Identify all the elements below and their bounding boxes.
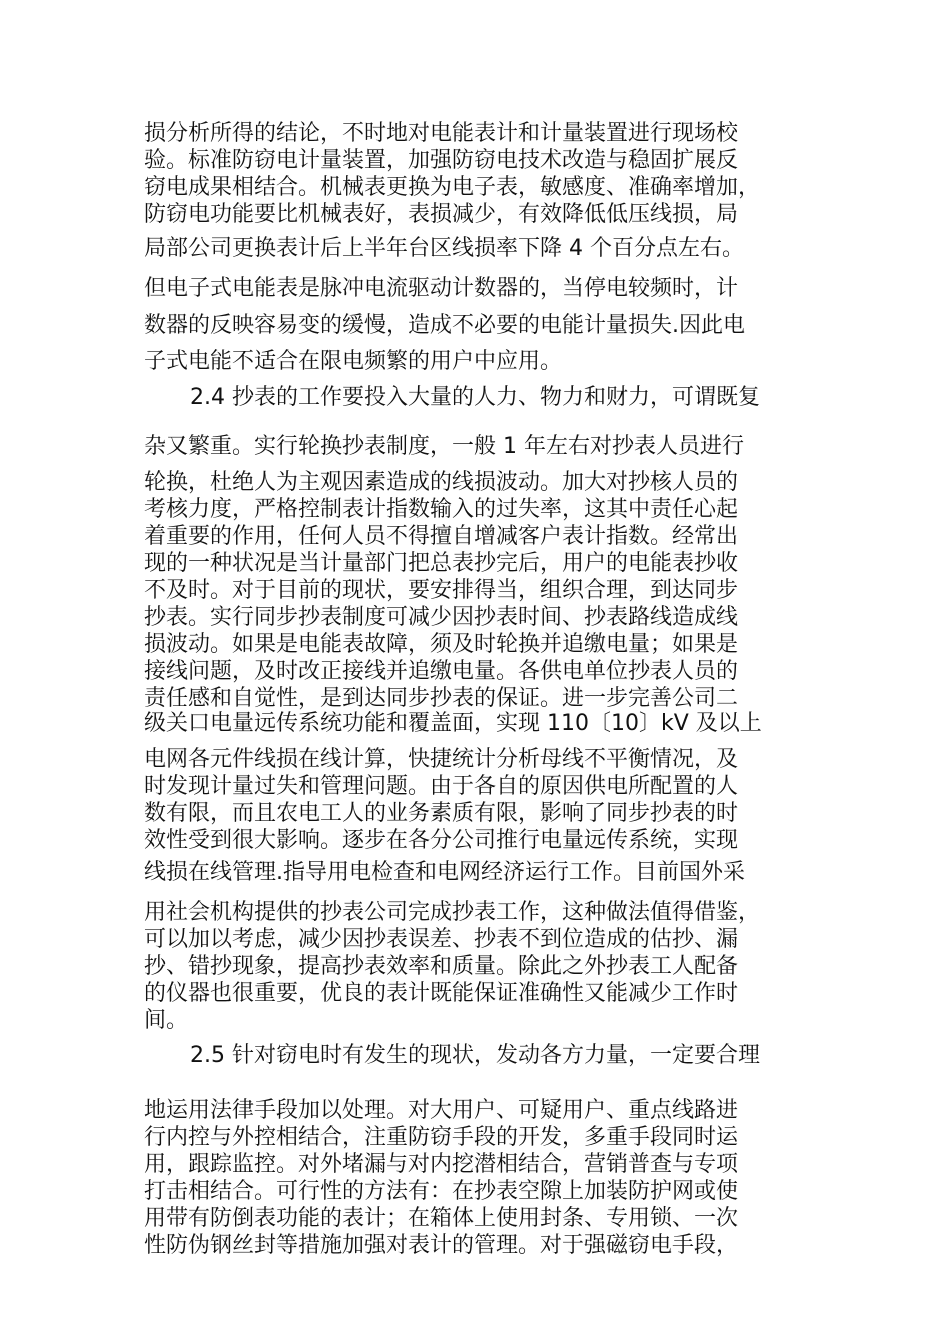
text-line: 时发现计量过失和管理问题。由于各自的原因供电所配置的人 [144, 774, 739, 799]
text-line: 电网各元件线损在线计算，快捷统计分析母线不平衡情况，及 [144, 747, 739, 772]
text-line: 但电子式电能表是脉冲电流驱动计数器的，当停电较频时，计 [144, 276, 739, 301]
text-line: 抄、错抄现象，提高抄表效率和质量。除此之外抄表工人配备 [144, 954, 739, 979]
text-line: 现的一种状况是当计量部门把总表抄完后，用户的电能表抄收 [144, 551, 739, 576]
text-line: 损波动。如果是电能表故障，须及时轮换并追缴电量；如果是 [144, 632, 739, 657]
text-line: 接线问题，及时改正接线并追缴电量。各供电单位抄表人员的 [144, 659, 739, 684]
text-line: 着重要的作用，任何人员不得擅自增减客户表计指数。经常出 [144, 524, 739, 549]
text-line: 考核力度，严格控制表计指数输入的过失率，这其中责任心起 [144, 497, 739, 522]
text-line: 用，跟踪监控。对外堵漏与对内挖潜相结合，营销普查与专项 [144, 1152, 739, 1177]
text-line: 防窃电功能要比机械表好，表损减少，有效降低低压线损，局 [144, 202, 739, 227]
text-line: 性防伪钢丝封等措施加强对表计的管理。对于强磁窃电手段， [144, 1233, 739, 1258]
text-line: 线损在线管理.指导用电检查和电网经济运行工作。目前国外采 [144, 860, 745, 885]
text-line: 抄表。实行同步抄表制度可减少因抄表时间、抄表路线造成线 [144, 605, 739, 630]
text-line: 效性受到很大影响。逐步在各分公司推行电量远传系统，实现 [144, 828, 739, 853]
text-line: 杂又繁重。实行轮换抄表制度，一般 1 年左右对抄表人员进行 [144, 434, 744, 459]
text-line: 可以加以考虑，减少因抄表误差、抄表不到位造成的估抄、漏 [144, 927, 739, 952]
text-line: 用带有防倒表功能的表计；在箱体上使用封条、专用锁、一次 [144, 1206, 739, 1231]
text-line: 打击相结合。可行性的方法有：在抄表空隙上加装防护网或使 [144, 1179, 739, 1204]
text-line: 用社会机构提供的抄表公司完成抄表工作，这种做法值得借鉴， [144, 900, 761, 925]
text-line: 责任感和自觉性，是到达同步抄表的保证。进一步完善公司二 [144, 686, 739, 711]
text-line: 地运用法律手段加以处理。对大用户、可疑用户、重点线路进 [144, 1098, 739, 1123]
text-line: 数器的反映容易变的缓慢，造成不必要的电能计量损失.因此电 [144, 313, 745, 338]
section-2-4-heading-line: 2.4 抄表的工作要投入大量的人力、物力和财力，可谓既复 [190, 385, 760, 410]
text-line: 窃电成果相结合。机械表更换为电子表，敏感度、准确率增加， [144, 175, 761, 200]
text-line: 局部公司更换表计后上半年台区线损率下降 4 个百分点左右。 [144, 236, 744, 261]
text-line: 损分析所得的结论，不时地对电能表计和计量装置进行现场校 [144, 121, 739, 146]
text-line: 级关口电量远传系统功能和覆盖面，实现 110〔10〕kV 及以上 [144, 711, 762, 736]
text-line: 数有限，而且农电工人的业务素质有限，影响了同步抄表的时 [144, 801, 739, 826]
section-2-5-heading-line: 2.5 针对窃电时有发生的现状，发动各方力量，一定要合理 [190, 1043, 760, 1068]
text-line: 验。标准防窃电计量装置，加强防窃电技术改造与稳固扩展反 [144, 148, 739, 173]
text-line: 的仪器也很重要，优良的表计既能保证准确性又能减少工作时 [144, 981, 739, 1006]
text-line: 不及时。对于目前的现状，要安排得当，组织合理，到达同步 [144, 578, 739, 603]
text-line: 轮换，杜绝人为主观因素造成的线损波动。加大对抄核人员的 [144, 470, 739, 495]
text-line: 子式电能不适合在限电频繁的用户中应用。 [144, 349, 563, 374]
text-line: 间。 [144, 1008, 189, 1033]
text-line: 行内控与外控相结合，注重防窃手段的开发，多重手段同时运 [144, 1125, 739, 1150]
